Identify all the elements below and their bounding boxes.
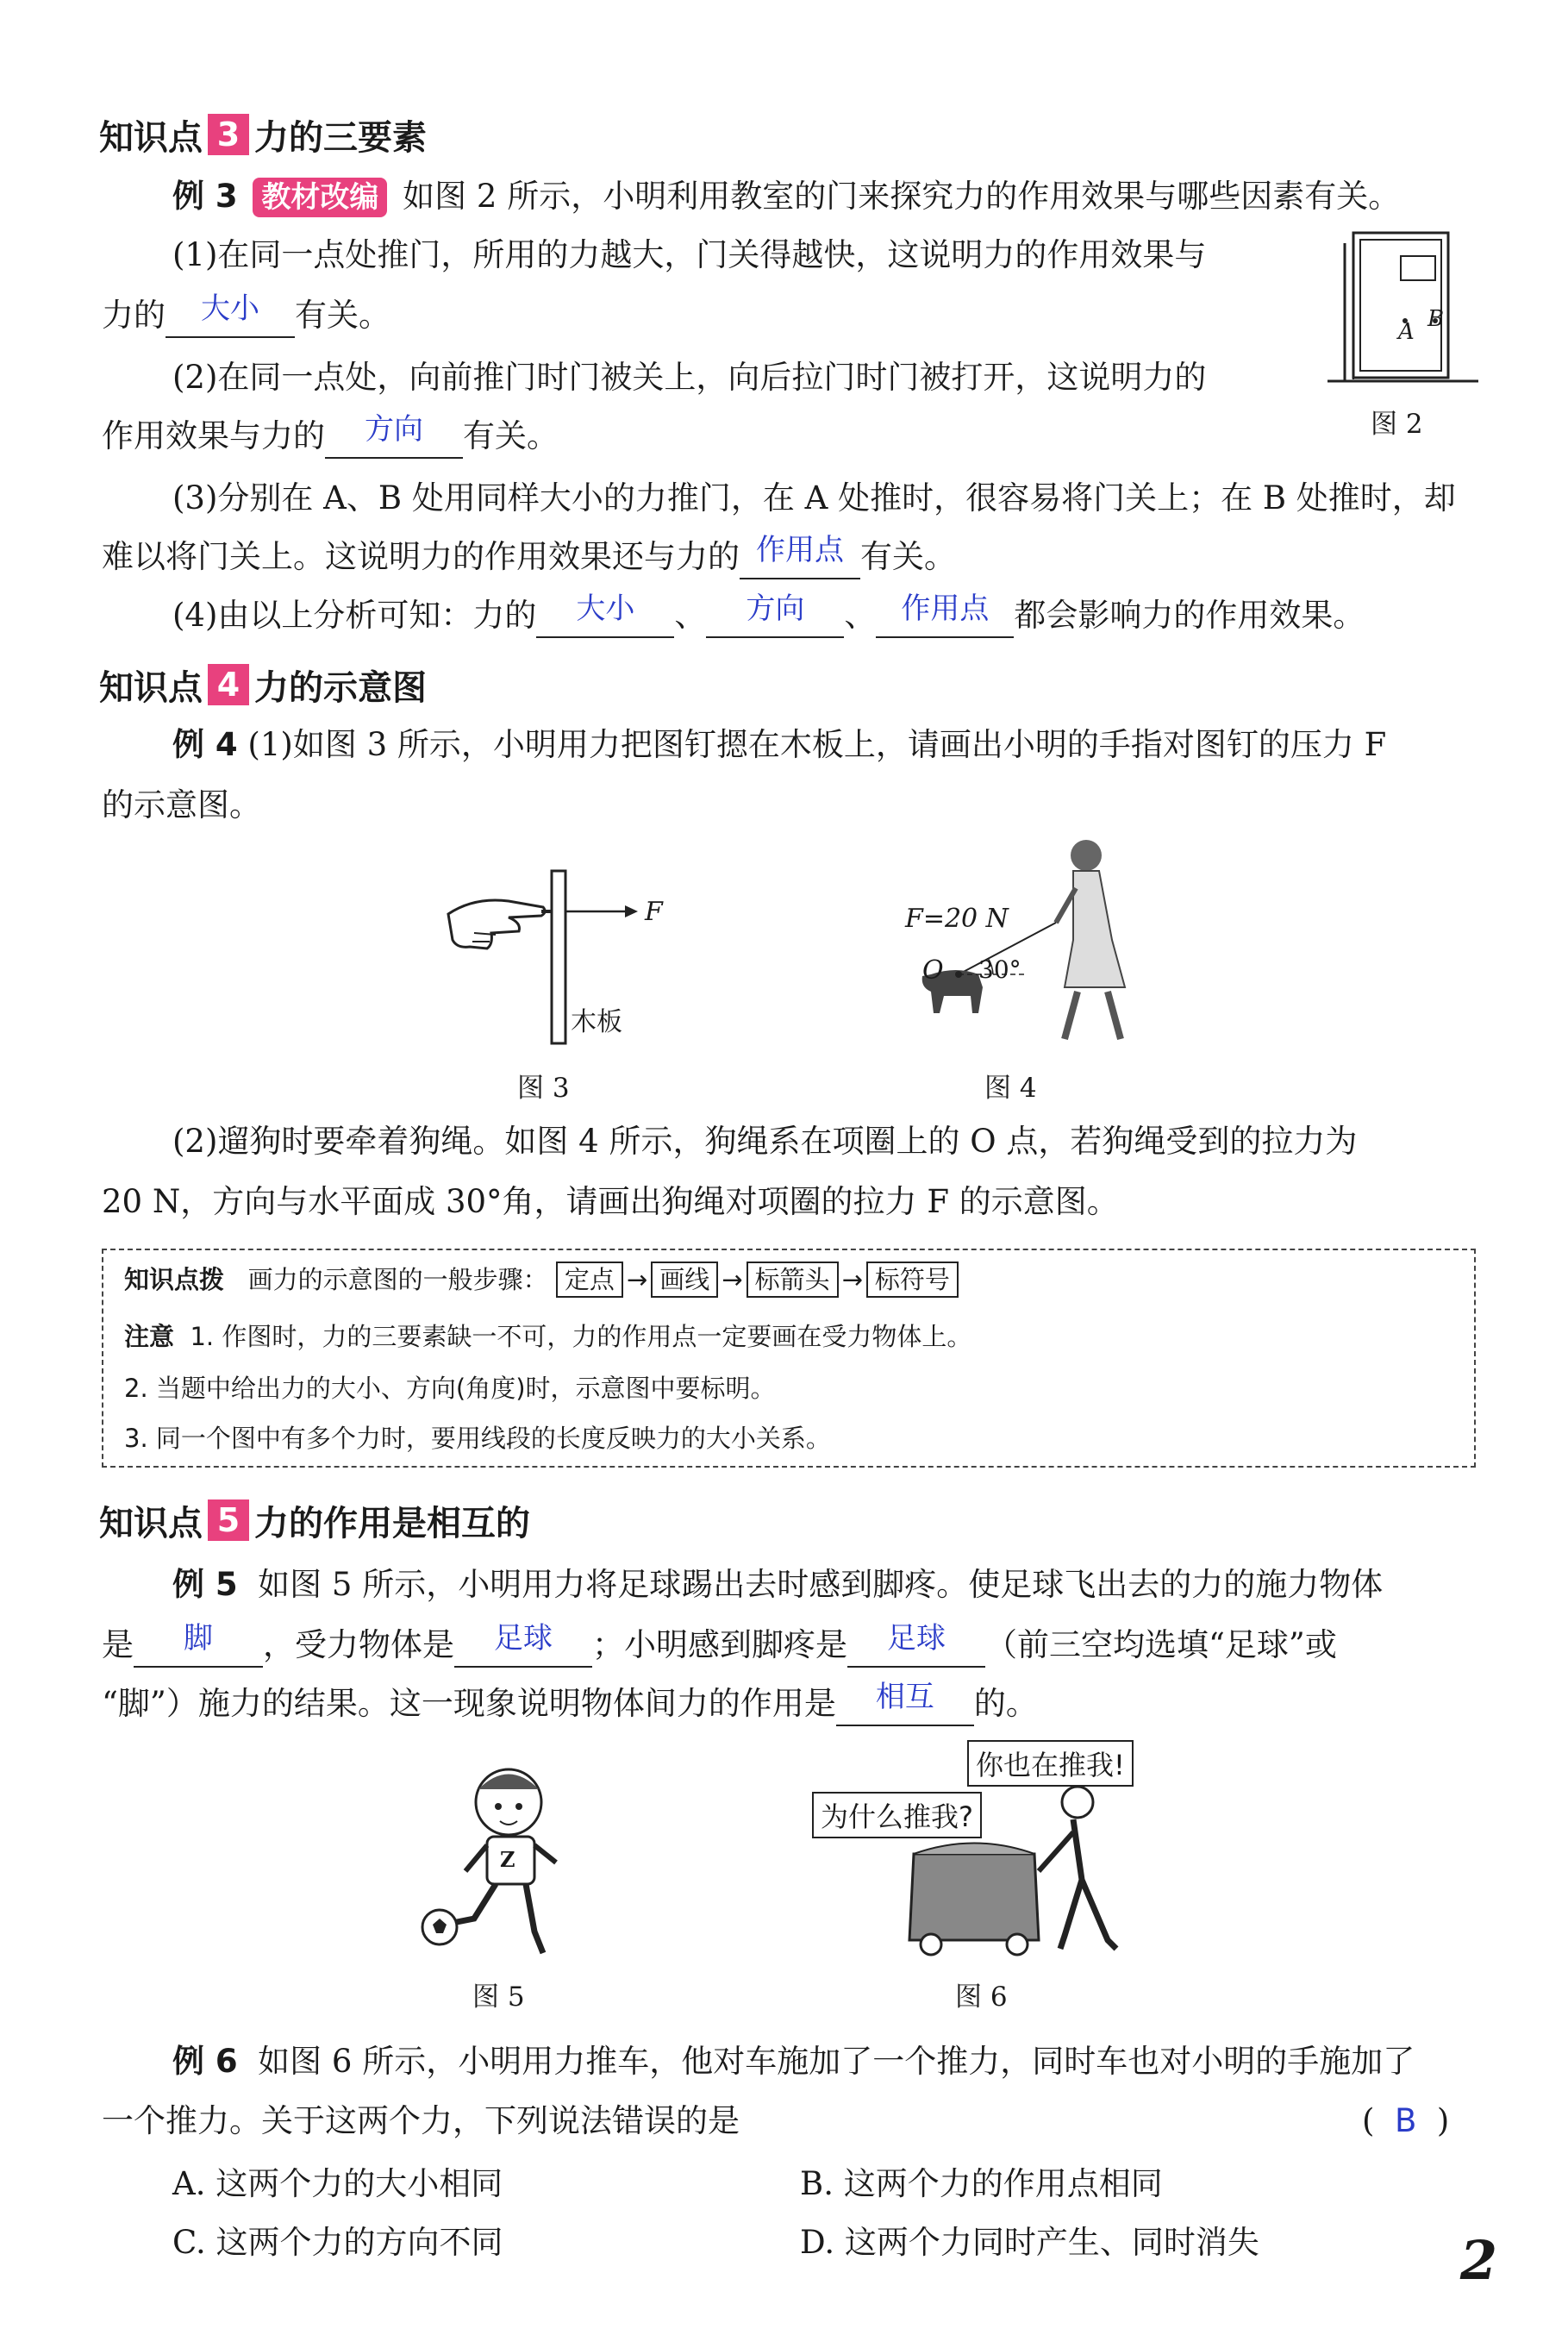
force-label-f: F (645, 897, 663, 927)
q2-end: 有关。 (463, 417, 559, 454)
answer-blank[interactable] (836, 1680, 974, 1726)
example-4-q2-line-1: (2)遛狗时要牵着狗绳。如图 4 所示，狗绳系在项圈上的 O 点，若狗绳受到的拉力为 (172, 1123, 1358, 1160)
example-3-intro (172, 174, 1400, 219)
answer-text: 大小 (201, 291, 259, 326)
answer-text: 方向 (746, 592, 805, 626)
q4-text: (4)由以上分析可知：力的 (172, 597, 537, 634)
section-number: 5 (208, 1499, 249, 1541)
answer-text: 大小 (576, 592, 635, 626)
separator: 、 (844, 597, 877, 634)
q2-line-2 (102, 414, 559, 459)
answer-blank[interactable] (325, 412, 463, 459)
option-d[interactable]: D. 这两个力同时产生、同时消失 (800, 2224, 1259, 2261)
door-point-b: B (1427, 306, 1445, 332)
tips-note-2: 2. 当题中给出力的大小、方向(角度)时，示意图中要标明。 (124, 1374, 776, 1403)
separator: 、 (674, 597, 707, 634)
q3-text: 难以将门关上。这说明力的作用效果还与力的 (102, 538, 740, 575)
speech-bubble-cart: 为什么推我? (812, 1792, 982, 1838)
example-label: 例 3 (172, 178, 238, 215)
figure-2-caption: 图 2 (1371, 409, 1423, 440)
example-6-text: 如图 6 所示，小明用力推车，他对车施加了一个推力，同时车也对小明的手施加了 (258, 2043, 1415, 2080)
tips-steps (124, 1261, 959, 1298)
example-4-line-2: 的示意图。 (102, 786, 261, 823)
choice-answer-bracket[interactable]: ( B ) (1362, 2102, 1450, 2139)
shirt-letter: Z (500, 1847, 515, 1872)
q1-line-2 (102, 293, 390, 338)
example-4-text: (1)如图 3 所示，小明用力把图钉摁在木板上，请画出小明的手指对图钉的压力 F (247, 726, 1387, 763)
text: （前三空均选填“足球”或 (985, 1626, 1337, 1663)
example-5-line-1 (172, 1562, 1383, 1607)
q4-line (172, 593, 1365, 638)
arrow-right-icon: → (841, 1265, 863, 1294)
section-heading-4 (99, 661, 427, 709)
tips-note-1 (124, 1318, 971, 1353)
text: ；小明感到脚疼是 (592, 1626, 847, 1663)
answer-blank[interactable] (536, 592, 674, 638)
option-a[interactable]: A. 这两个力的大小相同 (172, 2165, 503, 2202)
section-label: 知识点 (99, 117, 203, 158)
answer-blank[interactable] (454, 1621, 592, 1668)
tips-heading: 知识点拨 (124, 1265, 225, 1294)
answer-blank[interactable] (166, 291, 295, 338)
answer-text: 足球 (887, 1621, 946, 1656)
answer-text: 足球 (494, 1621, 553, 1656)
example-3-text: 如图 2 所示，小明利用教室的门来探究力的作用效果与哪些因素有关。 (403, 178, 1401, 215)
q2-text: 作用效果与力的 (102, 417, 325, 454)
page-number: 2 (1459, 2229, 1497, 2292)
thumbtack-figure (440, 862, 681, 1052)
q3-line-1: (3)分别在 A、B 处用同样大小的力推门，在 A 处推时，很容易将门关上；在 B 处推时，却 (172, 479, 1456, 517)
example-6-line-2: 一个推力。关于这两个力，下列说法错误的是 (102, 2102, 740, 2139)
answer-blank[interactable] (740, 533, 860, 579)
section-title: 力的作用是相互的 (254, 1503, 530, 1543)
figure-4-caption: 图 4 (984, 1073, 1037, 1104)
step-box: 标符号 (866, 1262, 959, 1298)
q2-line-1: (2)在同一点处，向前推门时门被关上，向后拉门时门被打开，这说明力的 (172, 359, 1207, 396)
text: “脚”）施力的结果。这一现象说明物体间力的作用是 (102, 1685, 836, 1722)
section-heading-3 (99, 110, 427, 159)
choice-answer: B (1394, 2102, 1417, 2139)
figure-3-caption: 图 3 (517, 1073, 570, 1104)
angle-label: 30° (978, 955, 1021, 984)
text: ，受力物体是 (263, 1626, 454, 1663)
q1-line-1: (1)在同一点处推门，所用的力越大，门关得越快，这说明力的作用效果与 (172, 236, 1207, 273)
example-6-line-1 (172, 2039, 1415, 2084)
answer-blank[interactable] (847, 1621, 985, 1668)
step-box: 画线 (651, 1262, 718, 1298)
arrow-right-icon: → (626, 1265, 648, 1294)
example-label: 例 4 (172, 726, 238, 763)
section-label: 知识点 (99, 1503, 203, 1543)
answer-text: 方向 (365, 412, 423, 447)
section-title: 力的示意图 (254, 667, 427, 708)
answer-text: 作用点 (901, 592, 990, 626)
note-text: 1. 作图时，力的三要素缺一不可，力的作用点一定要画在受力物体上。 (190, 1322, 972, 1351)
section-number: 4 (208, 664, 249, 705)
figure-5-caption: 图 5 (472, 1982, 525, 2013)
tips-note-3: 3. 同一个图中有多个力时，要用线段的长度反映力的大小关系。 (124, 1424, 831, 1453)
example-4-q2-line-2: 20 N，方向与水平面成 30°角，请画出狗绳对项圈的拉力 F 的示意图。 (102, 1183, 1119, 1220)
q1-end: 有关。 (295, 297, 390, 334)
answer-text: 作用点 (756, 533, 844, 567)
example-4-line-1 (172, 723, 1386, 767)
figure-6-caption: 图 6 (955, 1982, 1008, 2013)
q1-text: 力的 (102, 297, 166, 334)
dog-walking-figure (896, 836, 1146, 1052)
board-label: 木板 (571, 1007, 622, 1037)
textbook-adapted-tag: 教材改编 (253, 178, 387, 217)
answer-blank[interactable] (134, 1621, 263, 1668)
option-b[interactable]: B. 这两个力的作用点相同 (800, 2165, 1163, 2202)
boy-pushing-cart-figure (896, 1785, 1146, 1957)
force-label: F=20 N (905, 904, 1009, 934)
section-number: 3 (208, 114, 249, 155)
answer-text: 脚 (184, 1621, 213, 1656)
example-5-line-2 (102, 1623, 1337, 1668)
step-box: 定点 (556, 1262, 623, 1298)
arrow-right-icon: → (722, 1265, 743, 1294)
tips-intro: 画力的示意图的一般步骤： (247, 1265, 548, 1294)
section-label: 知识点 (99, 667, 203, 708)
q4-end: 都会影响力的作用效果。 (1014, 597, 1365, 634)
section-heading-5 (99, 1496, 530, 1544)
text: 的。 (973, 1685, 1038, 1722)
example-label: 例 6 (172, 2043, 238, 2080)
example-5-line-3 (102, 1681, 1038, 1726)
answer-blank[interactable] (876, 592, 1014, 638)
door-figure (1327, 226, 1483, 398)
text: 是 (102, 1626, 134, 1663)
answer-text: 相互 (875, 1680, 934, 1714)
section-title: 力的三要素 (254, 117, 427, 158)
note-heading: 注意 (124, 1322, 175, 1351)
q3-line-2 (102, 535, 956, 579)
point-o-label: O (922, 955, 944, 986)
door-point-a: A (1398, 319, 1415, 345)
step-box: 标箭头 (747, 1262, 839, 1298)
answer-blank[interactable] (706, 592, 844, 638)
q3-end: 有关。 (860, 538, 956, 575)
example-label: 例 5 (172, 1566, 238, 1603)
example-5-text: 如图 5 所示，小明用力将足球踢出去时感到脚疼。使足球飞出去的力的施力物体 (258, 1566, 1384, 1603)
tips-box (102, 1249, 1476, 1468)
option-c[interactable]: C. 这两个力的方向不同 (172, 2224, 503, 2261)
speech-bubble-boy: 你也在推我! (967, 1740, 1134, 1787)
